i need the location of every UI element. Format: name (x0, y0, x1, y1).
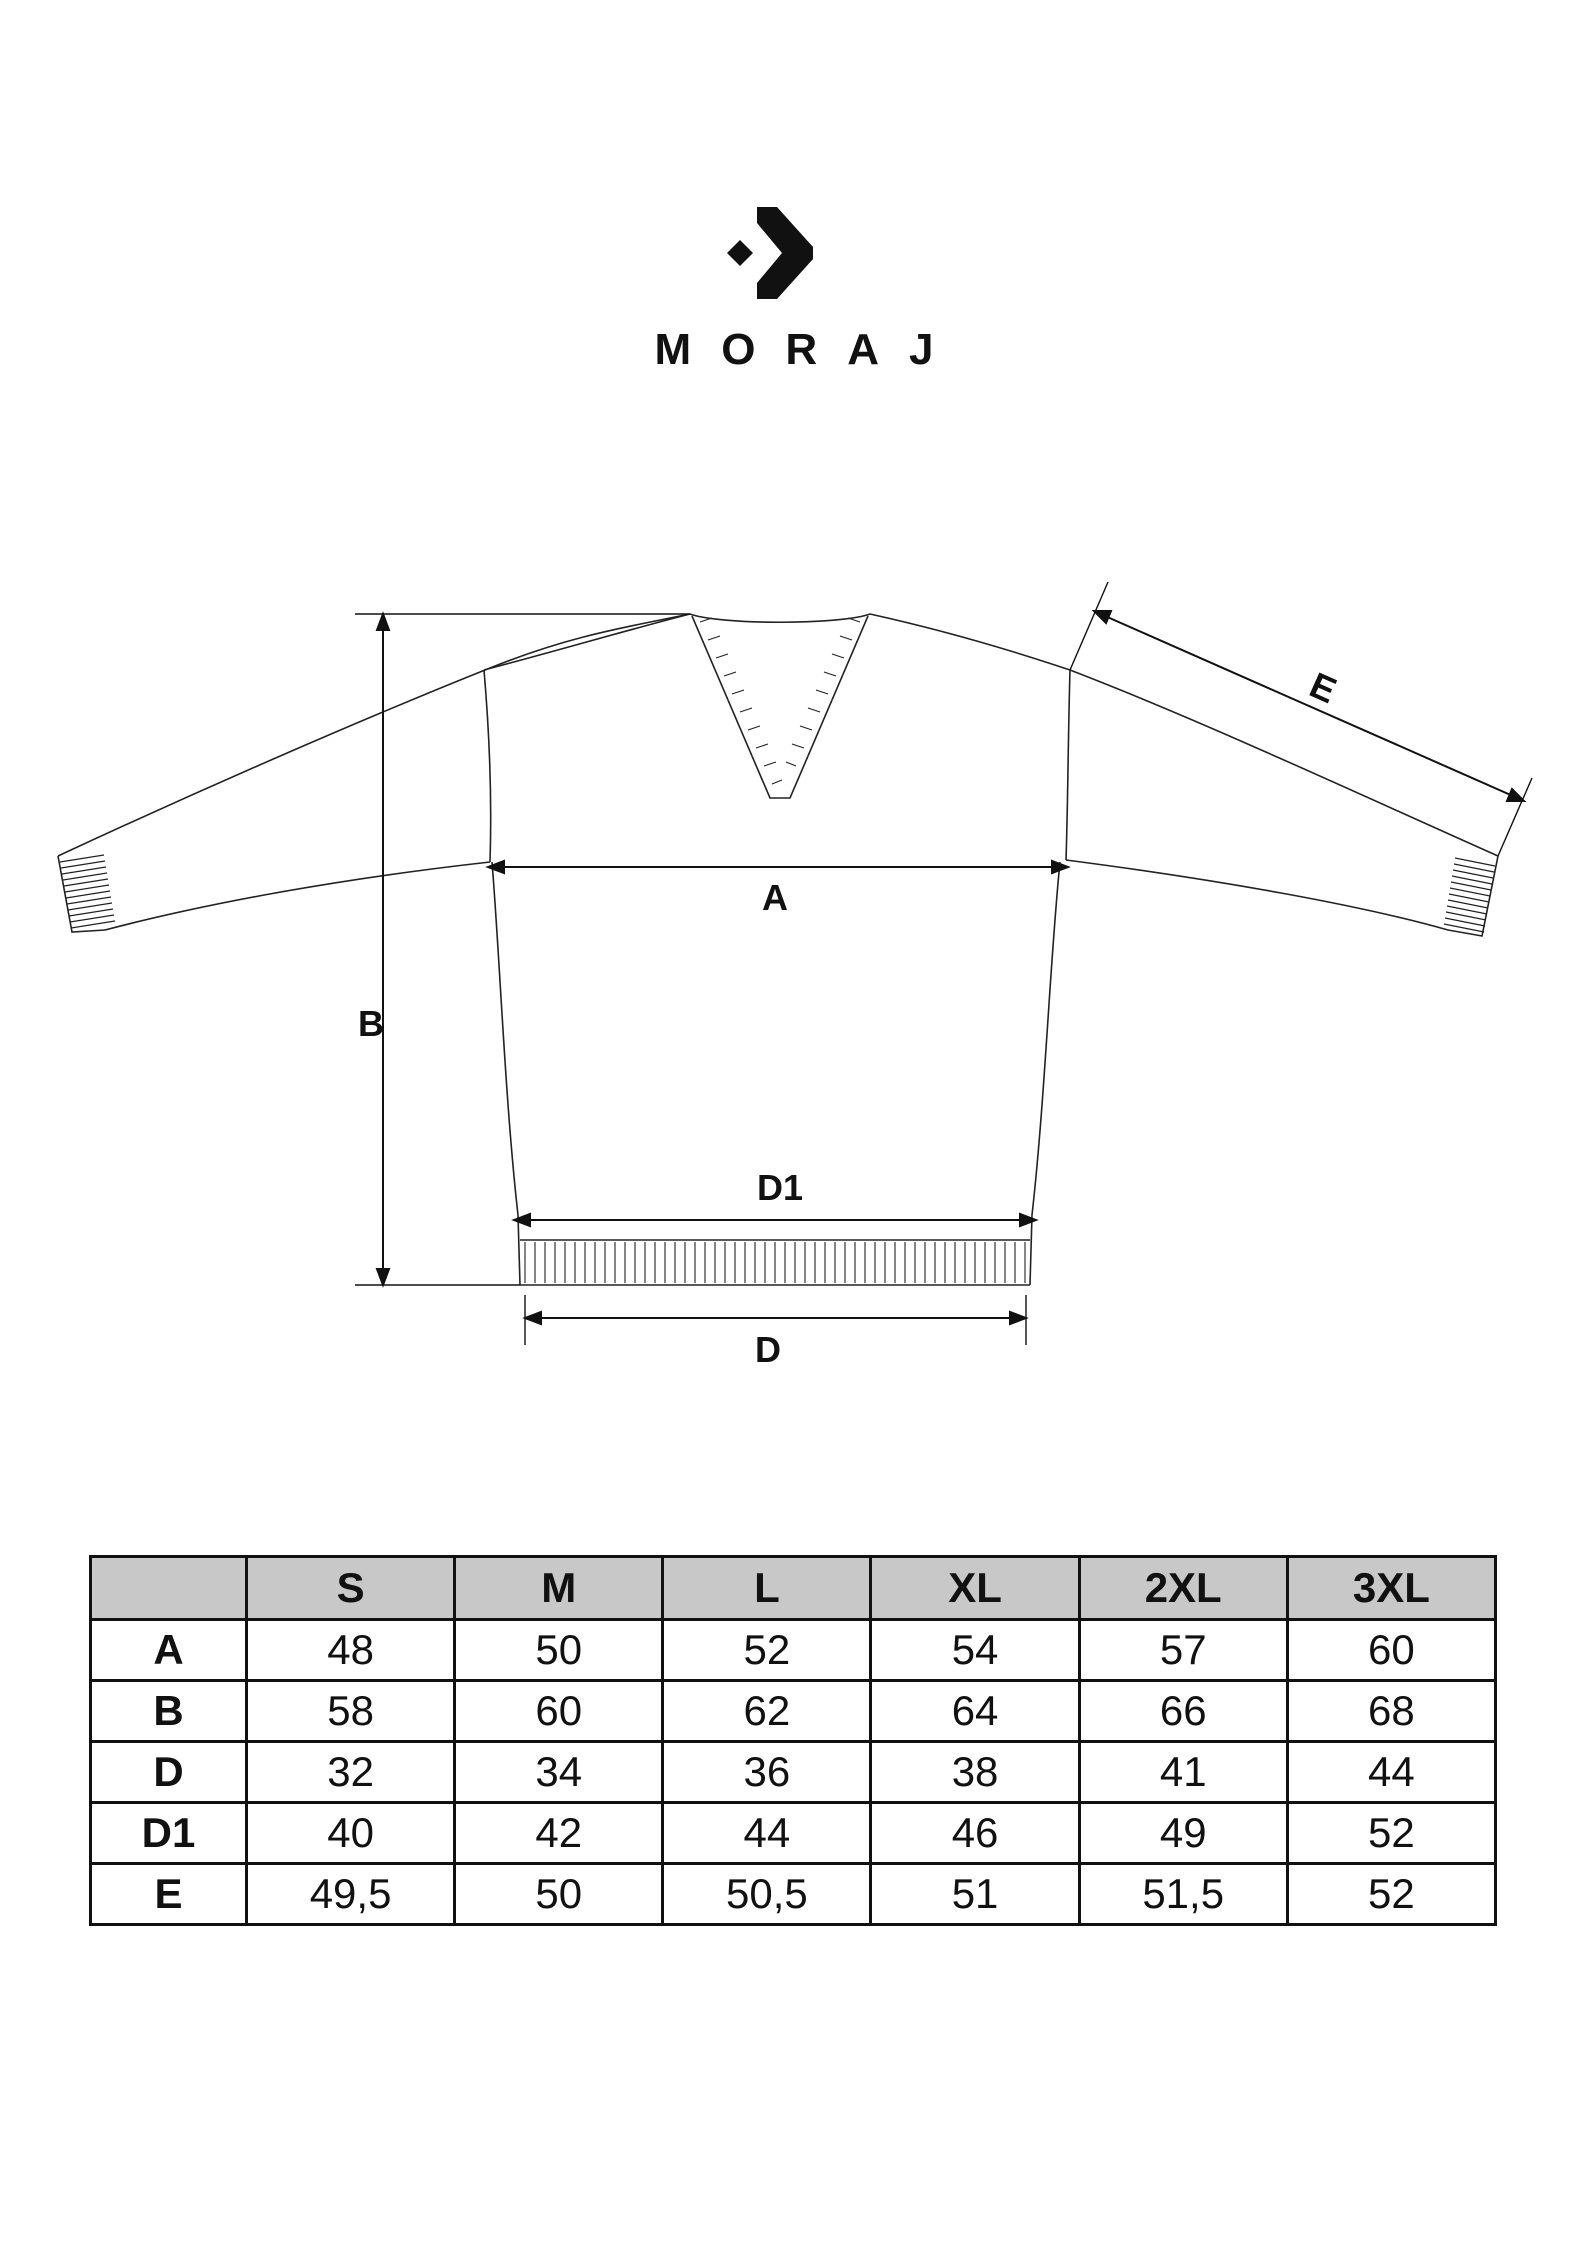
table-cell: 52 (663, 1620, 871, 1681)
left-sleeve-top (58, 614, 690, 856)
label-d1: D1 (756, 1167, 804, 1208)
table-cell: 44 (1287, 1742, 1495, 1803)
table-cell: 34 (455, 1742, 663, 1803)
table-cell: 54 (871, 1620, 1079, 1681)
table-cell: 50 (455, 1864, 663, 1925)
table-cell: 52 (1287, 1864, 1495, 1925)
table-cell: 50 (455, 1620, 663, 1681)
header-size-xl: XL (871, 1557, 1079, 1620)
header-size-3xl: 3XL (1287, 1557, 1495, 1620)
table-cell: 49,5 (247, 1864, 455, 1925)
table-cell: 40 (247, 1803, 455, 1864)
header-size-2xl: 2XL (1079, 1557, 1287, 1620)
label-e: E (1303, 663, 1343, 712)
left-sleeve-bottom (105, 862, 490, 930)
hem-ribbing (525, 1242, 1025, 1283)
table-row (91, 1620, 1496, 1681)
header-size-m: M (455, 1557, 663, 1620)
table-cell: 62 (663, 1681, 871, 1742)
size-table (89, 1555, 1497, 1926)
table-cell: 58 (247, 1681, 455, 1742)
table-cell: 64 (871, 1681, 1079, 1742)
row-label: B (91, 1681, 247, 1742)
header-corner (91, 1557, 247, 1620)
brand-name: MORAJ (654, 325, 964, 374)
table-cell: 44 (663, 1803, 871, 1864)
row-label: D (91, 1742, 247, 1803)
table-cell: 49 (1079, 1803, 1287, 1864)
row-label: A (91, 1620, 247, 1681)
table-cell: 68 (1287, 1681, 1495, 1742)
table-cell: 32 (247, 1742, 455, 1803)
neck-ribbing (700, 618, 860, 784)
header-size-l: L (663, 1557, 871, 1620)
table-cell: 60 (1287, 1620, 1495, 1681)
left-cuff-ribbing (60, 855, 115, 928)
table-cell: 60 (455, 1681, 663, 1742)
table-cell: 48 (247, 1620, 455, 1681)
table-row (91, 1742, 1496, 1803)
table-cell: 36 (663, 1742, 871, 1803)
table-cell: 38 (871, 1742, 1079, 1803)
label-b: B (358, 1003, 384, 1044)
table-cell: 46 (871, 1803, 1079, 1864)
label-a: A (762, 877, 788, 918)
table-cell: 50,5 (663, 1864, 871, 1925)
table-cell: 51 (871, 1864, 1079, 1925)
table-cell: 42 (455, 1803, 663, 1864)
table-cell: 51,5 (1079, 1864, 1287, 1925)
right-cuff-ribbing (1444, 858, 1495, 932)
size-header-row (91, 1557, 1496, 1620)
table-cell: 52 (1287, 1803, 1495, 1864)
header-size-s: S (247, 1557, 455, 1620)
row-label: E (91, 1864, 247, 1925)
table-row (91, 1803, 1496, 1864)
table-row (91, 1681, 1496, 1742)
row-label: D1 (91, 1803, 247, 1864)
table-cell: 66 (1079, 1681, 1287, 1742)
label-d: D (755, 1329, 781, 1370)
table-cell: 57 (1079, 1620, 1287, 1681)
table-row (91, 1864, 1496, 1925)
table-cell: 41 (1079, 1742, 1287, 1803)
